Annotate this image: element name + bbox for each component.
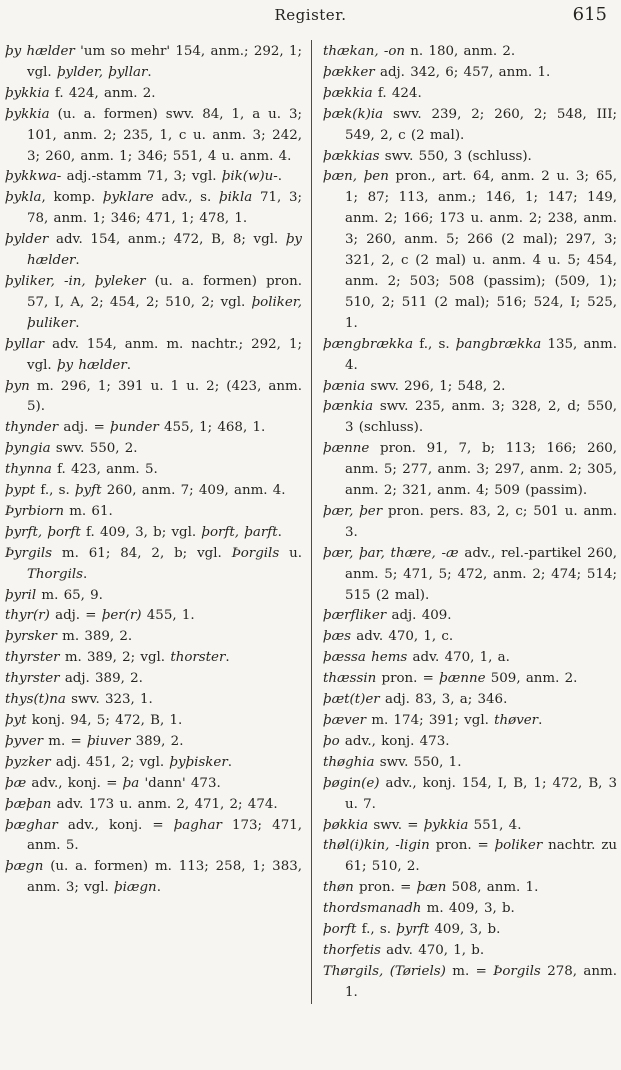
index-entry: þækkias swv. 550, 3 (schluss). <box>323 148 532 164</box>
index-entry: þænia swv. 296, 1; 548, 2. <box>323 378 506 394</box>
index-entry: þykkwa- adj.-stamm 71, 3; vgl. þik(w)u-. <box>5 169 283 185</box>
index-entry: Thørgils, (Tøriels) m. = Þorgils 278, anm. 1. <box>323 963 617 1000</box>
index-entry: þær, þar, thære, -æ adv., rel.-partikel 260, anm. 5; 471, 5; 472, anm. 2; 474; 514; 515 (2 mal). <box>323 545 617 603</box>
column-right <box>311 40 621 1004</box>
index-entry: þyngia swv. 550, 2. <box>5 441 138 457</box>
index-entry: þyrft, þorft f. 409, 3, b; vgl. þorft, þarft. <box>5 524 282 540</box>
index-entry: þorft f., s. þyrft 409, 3, b. <box>323 922 501 938</box>
index-entry: þyt konj. 94, 5; 472, B, 1. <box>5 713 183 728</box>
index-entry: Þyrbiorn m. 61. <box>5 503 113 519</box>
text-columns <box>0 40 621 1004</box>
page-number: 615 <box>572 4 607 25</box>
index-entry: þækkia f. 424. <box>323 85 422 101</box>
index-entry: þyliker, -in, þyleker (u. a. formen) pron. 57, I, A, 2; 454, 2; 510, 2; vgl. þoliker, þuliker. <box>5 273 302 331</box>
index-entry: thorfetis adv. 470, 1, b. <box>323 942 485 958</box>
page-title: Register. <box>274 6 347 24</box>
index-entry: þo adv., konj. 473. <box>323 733 450 749</box>
index-entry: thordsmanadh m. 409, 3, b. <box>323 901 515 917</box>
index-entry: thøghia swv. 550, 1. <box>323 754 462 770</box>
index-entry: þyn m. 296, 1; 391 u. 1 u. 2; (423, anm. 5). <box>5 378 302 415</box>
index-entry: þængbrækka f., s. þangbrækka 135, anm. 4. <box>323 336 618 373</box>
index-entry: thæssin pron. = þænne 509, anm. 2. <box>323 671 578 687</box>
page-header <box>0 6 621 36</box>
index-entry: thys(t)na swv. 323, 1. <box>5 692 153 708</box>
index-entry: þylder adv. 154, anm.; 472, B, 8; vgl. þy hælder. <box>5 232 302 269</box>
index-entry: þæt(t)er adj. 83, 3, a; 346. <box>323 692 508 708</box>
index-entry: þærfliker adj. 409. <box>323 608 452 624</box>
index-entry: thækan, -on n. 180, anm. 2. <box>323 44 516 59</box>
index-entry: þøkkia swv. = þykkia 551, 4. <box>323 817 522 833</box>
index-entry: þyrsker m. 389, 2. <box>5 629 133 645</box>
index-entry: þypt f., s. þyft 260, anm. 7; 409, anm. 4. <box>5 483 286 499</box>
index-entry: þykkia f. 424, anm. 2. <box>5 85 156 101</box>
index-entry: þæn, þen pron., art. 64, anm. 2 u. 3; 65, 1; 87; 113, anm.; 146, 1; 147; 149, anm. 2; 166; 173 u. anm. 2; 238, anm. 3; 260, anm. 5; 266 (2 mal); 297, 3; 321, 2, c (2 mal) u. anm. 4 u. 5; 454, anm. 2; 503; 508 (passim); (509, 1); 510, 2; 511 (2 mal); 516; 524, I; 525, 1. <box>323 169 617 331</box>
index-entry: thyrster adj. 389, 2. <box>5 671 143 687</box>
index-entry: þyril m. 65, 9. <box>5 587 103 603</box>
index-entry: þænne pron. 91, 7, b; 113; 166; 260, anm. 5; 277, anm. 3; 297, anm. 2; 305, anm. 2; 321, anm. 4; 509 (passim). <box>323 441 617 499</box>
index-entry: þæssa hems adv. 470, 1, a. <box>323 650 510 666</box>
index-entry: þyver m. = þiuver 389, 2. <box>5 733 184 749</box>
index-entry: þykla, komp. þyklare adv., s. þikla 71, 3; 78, anm. 1; 346; 471, 1; 478, 1. <box>5 190 302 227</box>
index-entry: þykkia (u. a. formen) swv. 84, 1, a u. 3; 101, anm. 2; 235, 1, c u. anm. 3; 242, 3; 260, anm. 1; 346; 551, 4 u. anm. 4. <box>5 106 302 164</box>
index-entry: thynder adj. = þunder 455, 1; 468, 1. <box>5 420 266 436</box>
index-entry: thyr(r) adj. = þer(r) 455, 1. <box>5 608 195 624</box>
index-entry: þæghar adv., konj. = þaghar 173; 471, anm. 5. <box>5 817 302 854</box>
index-entry: þæ adv., konj. = þa 'dann' 473. <box>5 775 221 791</box>
index-entry: þækker adj. 342, 6; 457, anm. 1. <box>323 64 551 80</box>
index-entry: þæk(k)ia swv. 239, 2; 260, 2; 548, III; 549, 2, c (2 mal). <box>323 106 617 143</box>
index-entry: Þyrgils m. 61; 84, 2, b; vgl. Þorgils u. Thorgils. <box>5 545 303 582</box>
index-entry: þæs adv. 470, 1, c. <box>323 629 454 645</box>
index-entry: þy hælder 'um so mehr' 154, anm.; 292, 1; vgl. þylder, þyllar. <box>5 44 302 80</box>
index-entry: thøl(i)kin, -ligin pron. = þoliker nachtr. zu 61; 510, 2. <box>323 838 617 875</box>
index-entry: thøn pron. = þæn 508, anm. 1. <box>323 880 539 896</box>
index-entry: þyzker adj. 451, 2; vgl. þyþisker. <box>5 754 232 770</box>
index-entry: þyllar adv. 154, anm. m. nachtr.; 292, 1; vgl. þy hælder. <box>5 336 302 373</box>
index-entry: þøgin(e) adv., konj. 154, I, B, 1; 472, B, 3 u. 7. <box>323 775 617 812</box>
column-left <box>0 40 311 1004</box>
index-entry: þænkia swv. 235, anm. 3; 328, 2, d; 550, 3 (schluss). <box>323 399 617 436</box>
index-entry: thyrster m. 389, 2; vgl. thorster. <box>5 650 230 666</box>
index-entry: þær, þer pron. pers. 83, 2, c; 501 u. anm. 3. <box>323 503 618 540</box>
index-entry: þæver m. 174; 391; vgl. thøver. <box>323 713 543 728</box>
index-entry: þæþan adv. 173 u. anm. 2, 471, 2; 474. <box>5 796 278 812</box>
index-entry: thynna f. 423, anm. 5. <box>5 462 158 478</box>
index-entry: þægn (u. a. formen) m. 113; 258, 1; 383, anm. 3; vgl. þiægn. <box>5 859 302 896</box>
